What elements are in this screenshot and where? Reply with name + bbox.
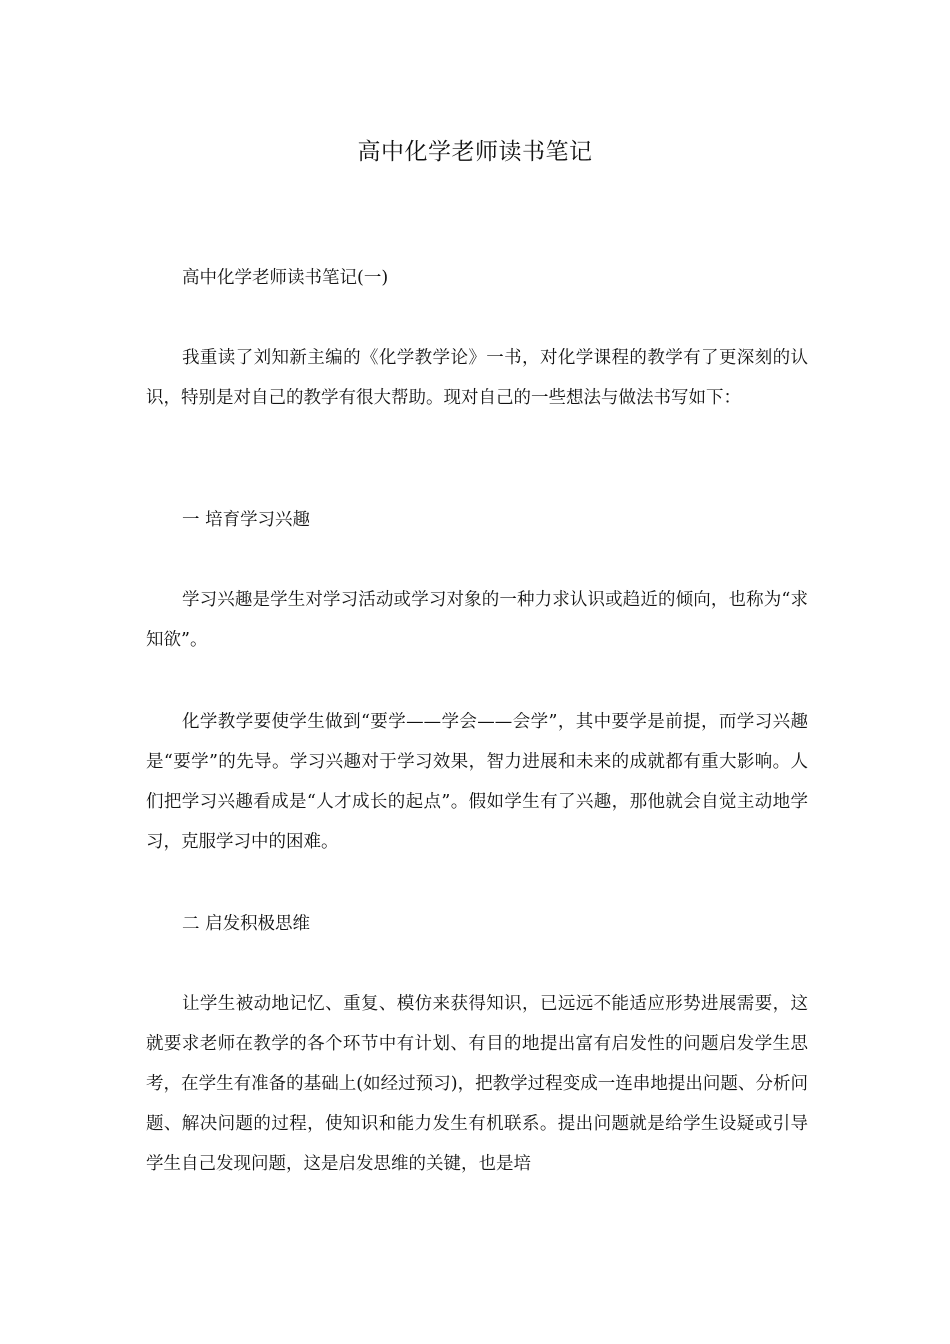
- paragraph-interest-importance: 化学教学要使学生做到“要学——学会——会学”，其中要学是前提，而学习兴趣是“要学”的先导。学习兴趣对于学习效果，智力进展和未来的成就都有重大影响。人们把学习兴趣看成是“人才成长的起点”。假如学生有了兴趣，那他就会自觉主动地学习，克服学习中的困难。: [146, 712, 808, 852]
- paragraph-interest-definition: 学习兴趣是学生对学习活动或学习对象的一种力求认识或趋近的倾向，也称为“求知欲”。: [146, 590, 808, 650]
- paragraph-intro: 我重读了刘知新主编的《化学教学论》一书，对化学课程的教学有了更深刻的认识，特别是对自己的教学有很大帮助。现对自己的一些想法与做法书写如下：: [146, 348, 808, 408]
- section-heading-2: 二 启发积极思维: [182, 914, 311, 934]
- document-title: 高中化学老师读书笔记: [357, 139, 593, 165]
- section-heading-1: 一 培育学习兴趣: [182, 510, 311, 530]
- document-subtitle: 高中化学老师读书笔记(一): [182, 268, 389, 288]
- paragraph-thinking: 让学生被动地记忆、重复、模仿来获得知识，已远远不能适应形势进展需要，这就要求老师在教学的各个环节中有计划、有目的地提出富有启发性的问题启发学生思考，在学生有准备的基础上(如经过预习)，把教学过程变成一连串地提出问题、分析问题、解决问题的过程，使知识和能力发生有机联系。提出问题就是给学生设疑或引导学生自己发现问题，这是启发思维的关键，也是培: [146, 994, 808, 1174]
